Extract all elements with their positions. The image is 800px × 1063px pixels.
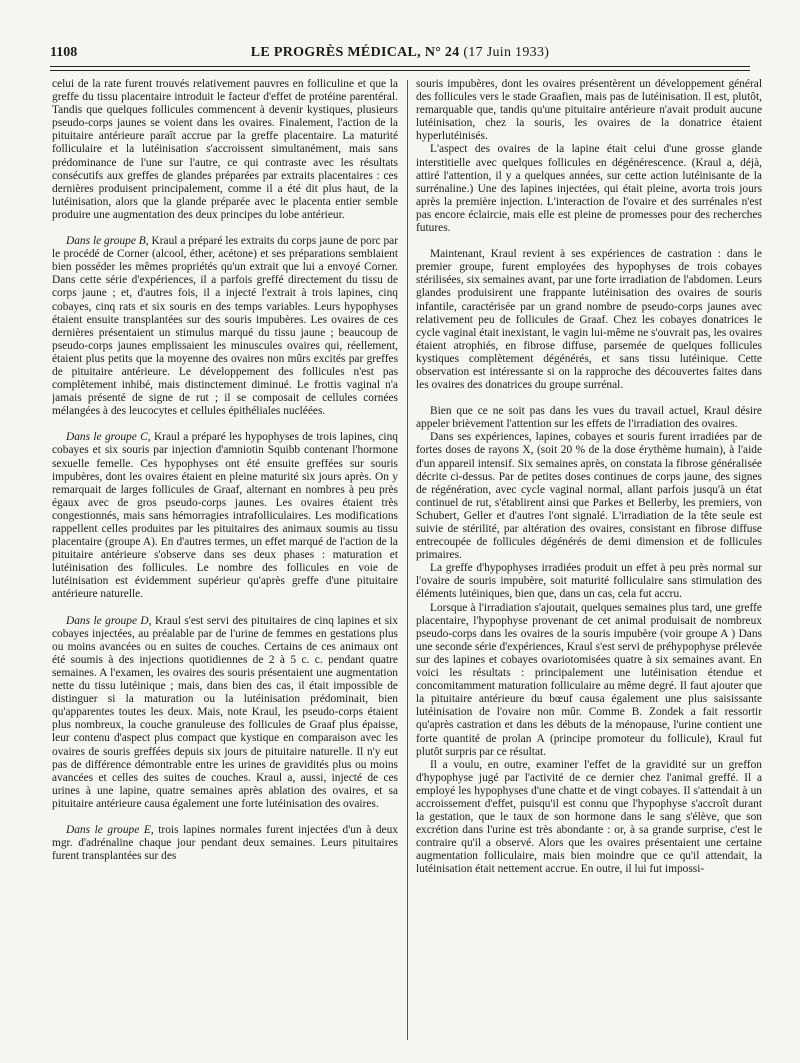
paragraph-groupe-c — [52, 431, 398, 601]
column-divider — [407, 80, 408, 1040]
paragraph-groupe-d — [52, 615, 398, 811]
paragraph-lead: Dans le groupe C, — [66, 431, 151, 444]
paragraph: souris impubères, dont les ovaires présentèrent un développement général des follicules vers le stade Graafien, mais pas de lutéinisation. Il est, plutôt, remarquable que, tandis qu'une pituitaire antérieure n'avait produit aucune lutéinisation, chez la souris, les ovaires de la donatrice étaient hyperlutéinisés. — [416, 78, 762, 143]
paragraph-text: Kraul a préparé les extraits du corps jaune de porc par le procédé de Corner (alcool, éther, acétone) et ses préparations semblaient bien posséder les mêmes propriétés qu'un extrait que lui a envoyé Corner. Dans cette série d'expériences, il a parfois greffé directement du tissu de corps jaune ; et, d'autres fois, il a injecté l'extrait à trois lapines, cinq cobayes, cinq rats et six souris en des temps variables. Leurs hypophyses étaient ensuite transplantées sur des souris impubères. Les ovaires de ces dernières présentaient un stimulus marqué du tissu jaune ; beaucoup de pseudo-corps jaunes emplissaient les minuscules ovaires qui, réellement, étaient plus petits que la moyenne des ovaires non mûrs excités par greffes de pituitaire antérieure. Le développement des follicules n'est pas complètement inhibé, mais distinctement diminué. Le frottis vaginal n'a jamais présenté de signe de rut ; il se composait de cellules cornées mélangées à des leucocytes et cellules épithéliales nucléées. — [52, 235, 398, 418]
paragraph-text: trois lapines normales furent injectées d'un à deux mgr. d'adrénaline chaque jour pendant deux semaines. Leurs pituitaires furent transplantées sur des — [52, 823, 398, 863]
paragraph: L'aspect des ovaires de la lapine était celui d'une grosse glande interstitielle avec quelques follicules en dégénérescence. (Kraul a, déjà, attiré l'attention, il y a quelques années, sur cette action lutéinisante de la surrénaline.) Une des lapines injectées, qui était pleine, avorta trois jours après la première injection. L'interaction de l'ovaire et des surrénales n'est pas encore éclaircie, mais elle est pleine de promesses pour des recherches futures. — [416, 143, 762, 235]
paragraph-lead: Dans le groupe D, — [66, 614, 152, 627]
header-rule-thick — [50, 66, 750, 67]
left-column — [52, 78, 398, 1043]
paragraph: Lorsque à l'irradiation s'ajoutait, quelques semaines plus tard, une greffe placentaire, l'hypophyse provenant de cet animal produisait de nombreux pseudo-corps dans les ovaires de la souris impubère (voir groupe A ) Dans une seconde série d'expériences, Kraul s'est servi de préhypophyse prélevée sur des lapines et cobayes ovariotomisées quatre à six semaines avant. En voici les résultats : principalement une lutéinisation étendue et concomitamment maturation folliculaire au même degré. Il faut ajouter que la pituitaire antérieure du bœuf causa également une plus saisissante lutéinisation de l'ovaire non mûr. Comme B. Zondek a fait ressortir qu'après castration et dans les débuts de la ménopause, l'urine contient une forte quantité de prolan A (principe promoteur du follicule), Kraul fut plutôt surpris par ce résultat. — [416, 601, 762, 758]
page-number: 1108 — [50, 45, 78, 60]
paragraph-groupe-e — [52, 824, 398, 863]
running-head — [50, 42, 750, 64]
paragraph-text: Kraul s'est servi des pituitaires de cinq lapines et six cobayes injectées, au préalable par de l'urine de femmes en gestations plus ou moins avancées ou en suites de couches. Certains de ces animaux ont été soumis à des injections quotidiennes de 2 à 5 c. c. pendant quatre semaines. A l'examen, les ovaires des souris présentaient une augmentation nette du tissu lutéinique ; mais, dans bien des cas, il était impossible de distinguer si la maturation ou la lutéinisation prédominait, bien qu'apparentes toutes les deux. Mais, note Kraul, les pseudo-corps étaient plus nombreux, la couche granuleuse des follicules de Graaf plus épaisse, leur contenu d'aspect plus compact que kystique en comparaison avec les ovaires de souris greffées depuis six jours de pituitaire naturelle. Il n'y eut pas de différence démontrable entre les urines de gravidités plus ou moins avancées et celles des suites de couches. Kraul a, aussi, injecté de ces urines à une lapine, quatre semaines après ablation des ovaires, et sa pituitaire antérieure causa également une forte lutéinisation des ovaires. — [52, 614, 398, 810]
paragraph: Il a voulu, en outre, examiner l'effet de la gravidité sur un greffon d'hypophyse jugé par l'activité de ce dernier chez l'animal greffé. Il a employé les hypophyses d'une chatte et de vingt cobayes. Il s'attendait à un accroissement d'effet, puisqu'il est connu que l'hypophyse s'accroît durant la gestation, que le taux de son hormone dans le sang s'élève, que son excrétion dans l'urine est très abondante : or, à sa grande surprise, c'est le contraire qu'il a observé. Alors que les ovaires présentaient une certaine augmentation folliculaire, mais bien moindre que ce qu'il attendait, la lutéinisation était nettement accrue. En outre, il lui fut impossi- — [416, 758, 762, 876]
journal-title: LE PROGRÈS MÉDICAL, — [250, 45, 421, 60]
paragraph: La greffe d'hypophyses irradiées produit un effet à peu près normal sur l'ovaire de souris impubère, soit maturité folliculaire sans stimulation des éléments lutéiniques, bien que, dans un cas, cela fut accru. — [416, 562, 762, 601]
issue-number: N° 24 — [424, 45, 460, 60]
right-column — [416, 78, 762, 1043]
header-rule-thin — [50, 70, 750, 71]
paragraph: Dans ses expériences, lapines, cobayes et souris furent irradiées par de fortes doses de rayons X, (soit 20 % de la dose érythème humain), à l'aide d'un appareil intensif. Six semaines après, on constata la fibrose généralisée décrite ci-dessus. Par de petites doses continues de corps jaune, des signes de régénération, avec cycle vaginal normal, allant parfois jusqu'à un état continuel de rut, s'établirent ainsi que Parkes et Bellerby, les premiers, von Schubert, Geller et d'autres l'ont signalé. L'irradiation de la tête seule est suivie de stérilité, par altération des ovaires, consistant en fibrose diffuse entrecoupée de follicules dégénérés de demi dimension et de follicules primaires. — [416, 431, 762, 562]
paragraph: Bien que ce ne soit pas dans les vues du travail actuel, Kraul désire appeler brièvement l'attention sur les effets de l'irradiation des ovaires. — [416, 405, 762, 431]
paragraph-groupe-b — [52, 235, 398, 418]
paragraph: celui de la rate furent trouvés relativement pauvres en folliculine et que la greffe du tissu placentaire introduit le facteur d'effet de protéine parentéral. Tandis que quelques follicules commencent à devenir kystiques, plusieurs pseudo-corps jaunes se voient dans les ovaires. Finalement, l'action de la pituitaire antérieure paraît accrue par la greffe placentaire. La maturité folliculaire et la lutéinisation s'accroissent simultanément, mais sans prédominance de l'une sur l'autre, ce qui contraste avec les résultats consécutifs aux greffes de glandes préparées par extraits placentaires : ces dernières produisent principalement, comme il a été dit plus haut, de la lutéinisation, alors que la glande préparée avec le placenta entier semble produire une augmentation des deux principes du lobe antérieur. — [52, 78, 398, 221]
paragraph: Maintenant, Kraul revient à ses expériences de castration : dans le premier groupe, furent employées des hypophyses de trois cobayes stérilisées, six semaines avant, par une forte irradiation de l'abdomen. Leurs glandes produisirent une frappante lutéinisation des ovaires de souris infantile, caractérisée par un grand nombre de pseudo-corps jaunes avec relativement peu de follicules de Graaf. Chez les cobayes donatrices le cycle vaginal était inexistant, le vagin lui-même ne s'ouvrait pas, les ovaires étaient atrophiés, en fibrose diffuse, parsemée de quelques follicules kystiques complètement dégénérés, et sans tissu lutéinique. Cette observation est intéressante si on la rapproche des découvertes faites dans les ovaires des donatrices du groupe surrénal. — [416, 248, 762, 392]
paragraph-lead: Dans le groupe E, — [66, 823, 154, 836]
paragraph-lead: Dans le groupe B, — [66, 235, 149, 248]
issue-date: (17 Juin 1933) — [463, 45, 550, 60]
paragraph-text: Kraul a préparé les hypophyses de trois lapines, cinq cobayes et six souris par injection d'amniotin Squibb contenant l'hormone sexuelle femelle. Ces hypophyses ont été ensuite greffées sur souris impubères, dont les ovaires étaient en pleine maturité six jours après. On y remarquait de larges follicules de Graaf, alternant en nombres à peu près égaux avec de gros pseudo-corps jaunes. Les ovaires étaient très congestionnés, mais sans hémorragies intrafolliculaires. Les modifications rappellent celles produites par les pituitaires des animaux soumis au tissu placentaire (groupe A). En d'autres termes, un effet marqué de l'action de la pituitaire antérieure s'observe dans ses deux phases : maturation et lutéinisation des follicules. Le nombre des follicules en voie de lutéinisation est évidemment supérieur qu'après greffe d'une pituitaire antérieure naturelle. — [52, 431, 398, 601]
page-header — [50, 42, 750, 64]
